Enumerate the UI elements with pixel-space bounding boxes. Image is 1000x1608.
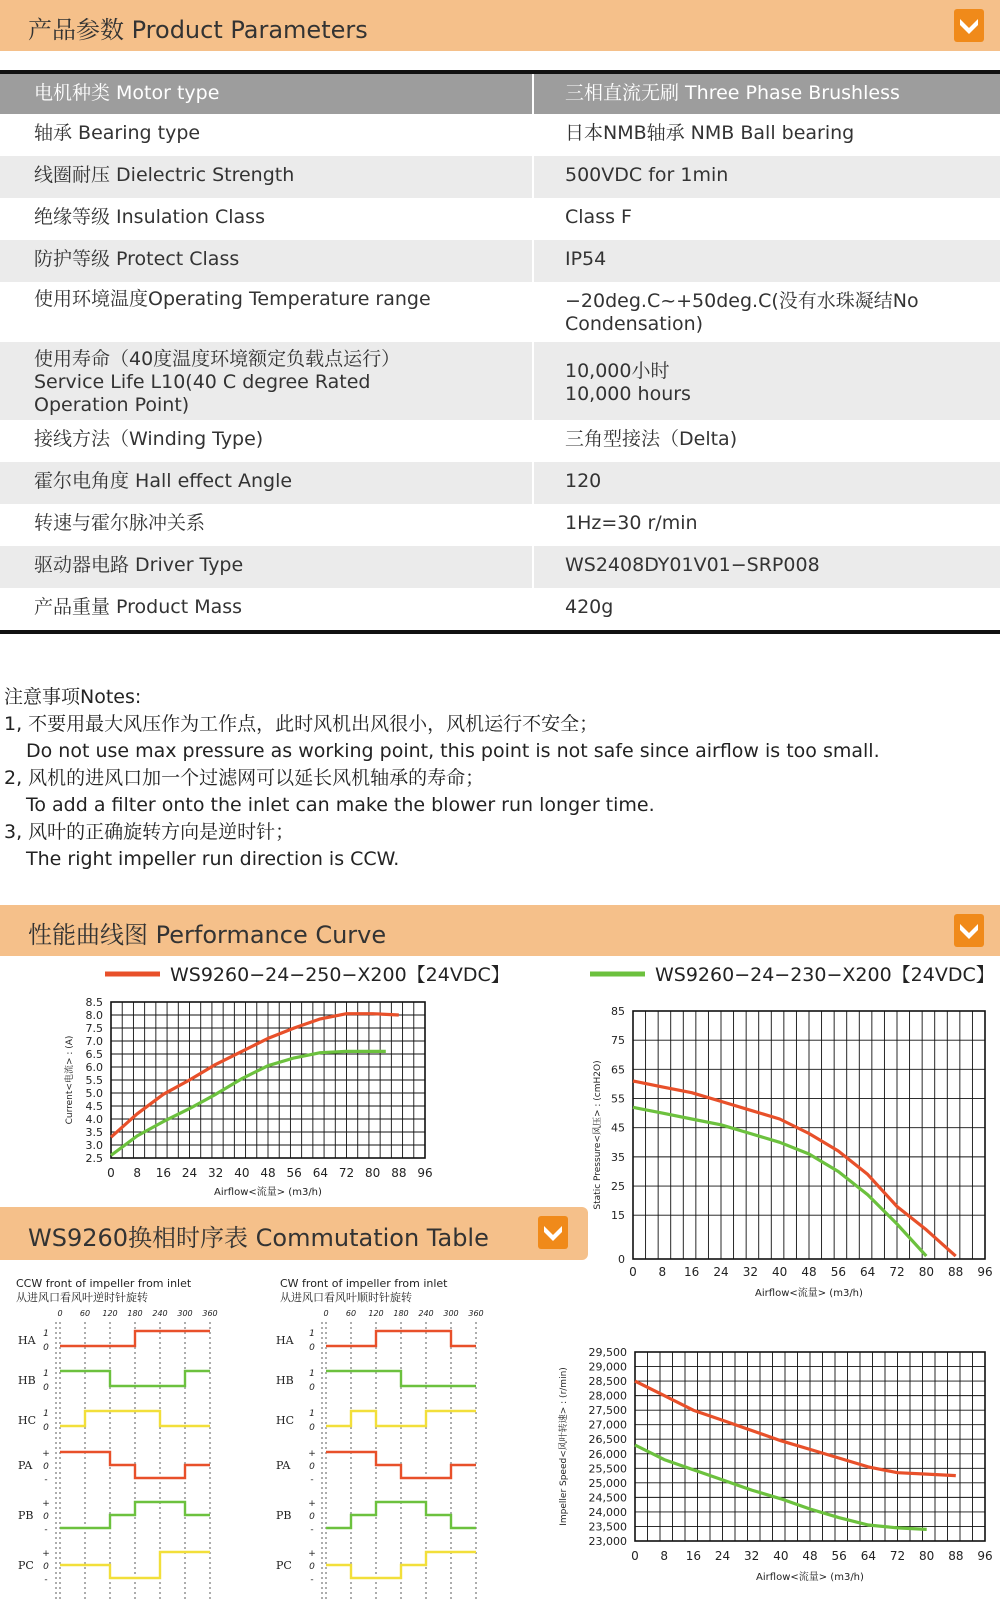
x-tick-label: 24 [181,1166,198,1180]
y-tick-label: 26,000 [588,1447,627,1461]
x-tick-label: 0 [107,1166,115,1180]
param-row [0,240,1000,282]
chevron-down-icon [538,1216,568,1249]
x-tick-label: 64 [860,1265,876,1279]
hall-signal [60,1331,210,1346]
x-tick-label: 88 [948,1265,964,1279]
phase-signal [60,1502,210,1528]
param-label: 防护等级 Protect Class [0,240,534,282]
x-tick-label: 80 [918,1265,934,1279]
chart-2 [590,964,995,1299]
x-tick-label: 56 [831,1549,847,1563]
y-tick-label: 8.5 [85,996,103,1009]
angle-label: 120 [368,1309,384,1318]
param-row [0,546,1000,588]
phase-mark: + [308,1499,316,1509]
y-tick-label: 75 [611,1034,625,1048]
series-line [635,1445,927,1529]
x-tick-label: 8 [660,1549,668,1563]
phase-mark: 0 [43,1462,49,1472]
angle-label: 0 [323,1309,329,1318]
hall-mark: 1 [309,1329,315,1339]
x-axis-label: Airflow<流量> (m3/h) [755,1288,863,1299]
param-value: Class F [565,206,632,228]
series-line [111,1051,386,1155]
note-2-en: To add a filter onto the inlet can make the blower run longer time. [26,794,655,816]
chart-3 [557,1346,993,1583]
y-tick-label: 4.0 [85,1113,103,1126]
phase-mark: - [44,1575,48,1585]
phase-mark: + [42,1499,50,1509]
hall-mark: 0 [43,1343,49,1353]
param-row [0,114,1000,156]
angle-label: 180 [127,1309,143,1318]
phase-row-label: PA [276,1459,291,1472]
y-tick-label: 23,500 [588,1520,627,1534]
chevron-down-icon [954,9,984,42]
note-1-cn: 1, 不要用最大风压作为工作点，此时风机出风很小，风机运行不安全； [4,713,599,735]
param-row [0,156,1000,198]
phase-row-label: PA [18,1459,33,1472]
series-line [633,1107,926,1256]
y-tick-label: 29,500 [588,1346,627,1359]
x-tick-label: 16 [155,1166,171,1180]
phase-signal [60,1452,210,1478]
y-tick-label: 25,000 [588,1476,627,1490]
param-value: 1Hz=30 r/min [565,512,698,534]
x-tick-label: 16 [685,1549,701,1563]
param-value: WS2408DY01V01−SRP008 [565,554,820,576]
phase-signal [326,1552,476,1578]
y-tick-label: 28,000 [588,1389,627,1403]
phase-mark: + [308,1549,316,1559]
y-tick-label: 4.5 [85,1100,103,1113]
y-tick-label: 25 [611,1180,625,1194]
y-tick-label: 24,000 [588,1505,627,1519]
angle-label: 360 [202,1309,218,1318]
notes [4,684,994,873]
phase-signal [60,1552,210,1578]
ccw-caption-cn: 从进风口看风叶逆时针旋转 [16,1291,148,1304]
section-title: WS9260换相时序表 Commutation Table [28,1224,489,1252]
series-line [633,1081,956,1256]
x-tick-label: 56 [830,1265,846,1279]
y-tick-label: 3.0 [85,1139,103,1152]
angle-label: 120 [102,1309,118,1318]
hall-signal [60,1371,210,1386]
param-row [0,420,1000,462]
notes-title: 注意事项Notes: [4,686,142,708]
param-label: 接线方法（Winding Type) [0,420,534,462]
x-axis-label: Airflow<流量> (m3/h) [214,1187,322,1198]
hall-row-label: HC [276,1414,295,1427]
param-value: 500VDC for 1min [565,164,729,186]
y-tick-label: 45 [611,1121,625,1135]
series-line [111,1014,399,1137]
phase-mark: + [308,1449,316,1459]
hall-row-label: HA [276,1334,294,1347]
x-tick-label: 88 [391,1166,407,1180]
y-tick-label: 6.0 [85,1061,103,1074]
param-row [0,74,1000,114]
angle-label: 0 [57,1309,63,1318]
x-tick-label: 16 [684,1265,700,1279]
y-tick-label: 3.5 [85,1126,103,1139]
x-tick-label: 40 [772,1265,788,1279]
y-tick-label: 7.0 [85,1035,103,1048]
x-tick-label: 24 [714,1549,731,1563]
param-row [0,282,1000,342]
phase-signal [326,1452,476,1478]
param-value: −20deg.C~+50deg.C(没有水珠凝结No Condensation) [565,290,919,335]
hall-mark: 1 [43,1409,49,1419]
series-line [635,1381,956,1476]
product-parameters-header [0,0,1000,51]
param-label: 使用环境温度Operating Temperature range [0,282,534,342]
plot-frame [111,1002,425,1158]
x-tick-label: 72 [889,1265,905,1279]
y-tick-label: 8.0 [85,1009,103,1022]
hall-signal [60,1411,210,1426]
y-tick-label: 27,500 [588,1404,627,1418]
x-tick-label: 64 [860,1549,876,1563]
phase-mark: 0 [43,1562,49,1572]
x-tick-label: 56 [286,1166,302,1180]
param-value: IP54 [565,248,607,270]
param-row [0,462,1000,504]
param-label: 转速与霍尔脉冲关系 [0,504,534,546]
y-tick-label: 85 [611,1005,625,1018]
legend-label: WS9260−24−250−X200【24VDC】 [170,964,510,986]
y-tick-label: 5.0 [85,1087,103,1100]
y-tick-label: 27,000 [588,1418,627,1432]
x-tick-label: 8 [133,1166,141,1180]
ccw-caption-en: CCW front of impeller from inlet [16,1277,192,1290]
phase-row-label: PC [18,1559,34,1572]
x-tick-label: 48 [260,1166,276,1180]
hall-signal [326,1331,476,1346]
performance-curve-header [0,905,1000,956]
legend-label: WS9260−24−230−X200【24VDC】 [655,964,995,986]
plot-frame [635,1352,985,1541]
y-tick-label: 29,000 [588,1360,627,1374]
param-value: 三角型接法（Delta) [565,428,738,450]
x-tick-label: 24 [713,1265,729,1279]
param-label: 电机种类 Motor type [0,74,534,114]
cw-caption-cn: 从进风口看风叶顺时针旋转 [280,1291,412,1304]
param-label: 轴承 Bearing type [0,114,534,156]
phase-mark: 0 [309,1562,315,1572]
phase-mark: - [310,1575,314,1585]
param-label: 线圈耐压 Dielectric Strength [0,156,534,198]
angle-label: 240 [418,1309,434,1318]
y-axis-label: Current<电流> : (A) [65,1035,75,1125]
x-tick-label: 48 [801,1265,817,1279]
y-tick-label: 2.5 [85,1152,103,1165]
y-tick-label: 28,500 [588,1375,627,1389]
param-row [0,504,1000,546]
hall-mark: 1 [309,1409,315,1419]
hall-row-label: HB [276,1374,294,1387]
y-axis-label: Impeller Speed<风叶转速> : (r/min) [559,1367,569,1526]
x-tick-label: 40 [773,1549,789,1563]
y-tick-label: 25,500 [588,1462,627,1476]
phase-row-label: PC [276,1559,292,1572]
y-tick-label: 26,500 [588,1433,627,1447]
x-tick-label: 32 [744,1549,760,1563]
x-tick-label: 80 [365,1166,381,1180]
y-tick-label: 65 [611,1063,625,1077]
param-label: 驱动器电路 Driver Type [0,546,534,588]
phase-mark: - [310,1525,314,1535]
phase-mark: 0 [309,1512,315,1522]
param-row [0,588,1000,630]
x-tick-label: 0 [629,1265,637,1279]
param-label: 绝缘等级 Insulation Class [0,198,534,240]
angle-label: 180 [393,1309,409,1318]
angle-label: 60 [79,1309,91,1318]
hall-row-label: HB [18,1374,36,1387]
section-title: 性能曲线图 Performance Curve [28,921,387,949]
x-tick-label: 64 [312,1166,328,1180]
y-tick-label: 35 [611,1150,625,1164]
note-1-en: Do not use max pressure as working point, this point is not safe since airflow is too small. [26,740,880,762]
note-3-en: The right impeller run direction is CCW. [26,848,400,870]
x-tick-label: 80 [919,1549,935,1563]
y-tick-label: 15 [611,1209,625,1223]
param-label: 使用寿命（40度温度环境额定负载点运行） Service Life L10(40 C degree Rated Operation Point) [0,342,534,420]
x-tick-label: 32 [742,1265,758,1279]
phase-mark: - [44,1525,48,1535]
x-tick-label: 96 [977,1549,993,1563]
hall-signal [326,1411,476,1426]
phase-mark: + [42,1449,50,1459]
x-tick-label: 72 [338,1166,355,1180]
x-tick-label: 96 [977,1265,993,1279]
cw-caption-en: CW front of impeller from inlet [280,1277,448,1290]
param-label: 产品重量 Product Mass [0,588,534,630]
angle-label: 300 [443,1309,459,1318]
angle-label: 60 [345,1309,357,1318]
y-tick-label: 24,500 [588,1491,627,1505]
param-value: 日本NMB轴承 NMB Ball bearing [565,122,855,144]
hall-mark: 0 [43,1383,49,1393]
plot-frame [633,1011,985,1259]
param-value: 10,000小时 10,000 hours [565,360,691,405]
x-tick-label: 88 [948,1549,964,1563]
phase-mark: 0 [309,1462,315,1472]
param-value: 420g [565,596,614,618]
hall-mark: 1 [309,1369,315,1379]
note-3-cn: 3, 风叶的正确旋转方向是逆时针； [4,821,295,843]
y-tick-label: 55 [611,1092,625,1106]
note-2-cn: 2, 风机的进风口加一个过滤网可以延长风机轴承的寿命； [4,767,485,789]
section-title: 产品参数 Product Parameters [28,16,368,44]
cw-diagram [276,1309,484,1600]
hall-mark: 0 [309,1383,315,1393]
phase-signal [326,1502,476,1528]
param-row [0,198,1000,240]
x-tick-label: 72 [889,1549,906,1563]
phase-mark: - [310,1475,314,1485]
phase-mark: + [42,1549,50,1559]
hall-row-label: HC [18,1414,37,1427]
y-tick-label: 0 [618,1253,625,1266]
hall-signal [326,1371,476,1386]
angle-label: 240 [152,1309,168,1318]
angle-label: 300 [177,1309,193,1318]
phase-row-label: PB [18,1509,34,1522]
phase-mark: 0 [43,1512,49,1522]
parameters-table [0,70,1000,634]
y-axis-label: Static Pressure<风压> : (cmH2O) [593,1060,603,1210]
hall-mark: 0 [309,1343,315,1353]
x-tick-label: 48 [802,1549,818,1563]
y-tick-label: 23,000 [588,1535,627,1548]
phase-row-label: PB [276,1509,292,1522]
x-tick-label: 96 [417,1166,433,1180]
chevron-down-icon [954,914,984,947]
y-tick-label: 7.5 [85,1022,103,1035]
y-tick-label: 6.5 [85,1048,103,1061]
angle-label: 360 [468,1309,484,1318]
param-label: 霍尔电角度 Hall effect Angle [0,462,534,504]
y-tick-label: 5.5 [85,1074,103,1087]
x-tick-label: 40 [234,1166,250,1180]
hall-mark: 1 [43,1369,49,1379]
ccw-diagram [18,1309,218,1600]
phase-mark: - [44,1475,48,1485]
chart-1 [63,964,510,1198]
x-tick-label: 8 [658,1265,667,1279]
x-tick-label: 32 [208,1166,224,1180]
hall-row-label: HA [18,1334,36,1347]
x-tick-label: 0 [631,1549,639,1563]
param-value: 120 [565,470,602,492]
hall-mark: 1 [43,1329,49,1339]
param-value: 三相直流无刷 Three Phase Brushless [565,82,900,104]
x-axis-label: Airflow<流量> (m3/h) [756,1572,864,1583]
commutation-header [0,1207,588,1260]
hall-mark: 0 [43,1423,49,1433]
param-row [0,342,1000,420]
hall-mark: 0 [309,1423,315,1433]
